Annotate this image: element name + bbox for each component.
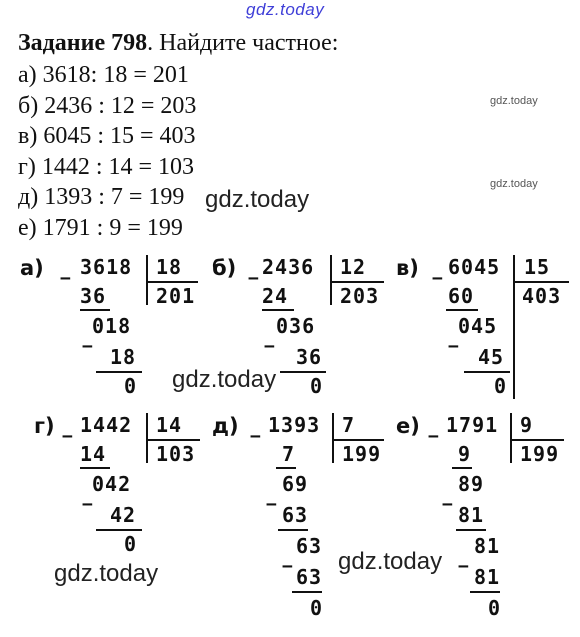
division-bracket bbox=[513, 255, 515, 399]
quotient-line bbox=[513, 281, 569, 283]
step-underline bbox=[470, 591, 500, 593]
minus-sign: − bbox=[458, 556, 469, 577]
minus-sign: − bbox=[266, 494, 277, 515]
minus-sign: − bbox=[282, 556, 293, 577]
step-underline bbox=[96, 529, 142, 531]
step-underline bbox=[276, 467, 296, 469]
step-underline bbox=[80, 309, 110, 311]
dividend: 3618 bbox=[80, 255, 133, 279]
quotient: 203 bbox=[340, 284, 380, 308]
quotient-line bbox=[332, 439, 384, 441]
quotient-line bbox=[146, 281, 198, 283]
quotient: 199 bbox=[342, 442, 382, 466]
step-underline bbox=[278, 529, 308, 531]
step: 81 bbox=[474, 565, 501, 589]
division-label: в) bbox=[396, 256, 419, 280]
minus-sign: − bbox=[442, 494, 453, 515]
dividend: 1393 bbox=[268, 413, 321, 437]
step-underline bbox=[280, 371, 326, 373]
task-number: Задание 798 bbox=[18, 30, 148, 56]
step: 036 bbox=[276, 314, 316, 338]
step: 9 bbox=[458, 442, 472, 466]
minus-sign: − bbox=[432, 268, 443, 289]
step: 24 bbox=[262, 284, 289, 308]
divisor: 15 bbox=[524, 255, 551, 279]
step: 63 bbox=[296, 565, 323, 589]
watermark-small: gdz.today bbox=[490, 178, 538, 190]
step-underline bbox=[464, 371, 510, 373]
minus-sign: − bbox=[248, 268, 259, 289]
step-underline bbox=[456, 529, 486, 531]
answer-line: б) 2436 : 12 = 203 bbox=[18, 92, 197, 119]
division-bracket bbox=[510, 413, 512, 463]
step-underline bbox=[446, 309, 478, 311]
step-underline bbox=[292, 591, 322, 593]
step: 0 bbox=[124, 374, 138, 398]
step: 14 bbox=[80, 442, 107, 466]
quotient-line bbox=[510, 439, 564, 441]
divisor: 18 bbox=[156, 255, 183, 279]
watermark-top: gdz.today bbox=[246, 0, 325, 19]
step: 0 bbox=[124, 532, 138, 556]
division-label: г) bbox=[34, 414, 55, 438]
step: 042 bbox=[92, 472, 132, 496]
quotient: 199 bbox=[520, 442, 560, 466]
minus-sign: − bbox=[62, 426, 73, 447]
watermark-big: gdz.today bbox=[205, 186, 310, 213]
step: 42 bbox=[110, 503, 137, 527]
minus-sign: − bbox=[428, 426, 439, 447]
step: 60 bbox=[448, 284, 475, 308]
division-label: д) bbox=[212, 414, 239, 438]
task-instruction: . Найдите частное: bbox=[147, 30, 339, 56]
step: 0 bbox=[310, 374, 324, 398]
step: 36 bbox=[80, 284, 107, 308]
dividend: 6045 bbox=[448, 255, 501, 279]
step: 63 bbox=[296, 534, 323, 558]
minus-sign: − bbox=[448, 336, 459, 357]
watermark-big: gdz.today bbox=[172, 366, 277, 393]
watermark-small: gdz.today bbox=[490, 95, 538, 107]
quotient-line bbox=[146, 439, 200, 441]
step: 0 bbox=[310, 596, 324, 620]
minus-sign: − bbox=[264, 336, 275, 357]
minus-sign: − bbox=[82, 494, 93, 515]
answer-line: д) 1393 : 7 = 199 bbox=[18, 184, 185, 210]
step: 45 bbox=[478, 345, 505, 369]
answer-line: г) 1442 : 14 = 103 bbox=[18, 153, 195, 180]
answer-line: в) 6045 : 15 = 403 bbox=[18, 123, 196, 149]
step: 045 bbox=[458, 314, 498, 338]
division-label: а) bbox=[20, 256, 44, 280]
division-bracket bbox=[332, 413, 334, 463]
step: 36 bbox=[296, 345, 323, 369]
answer-list bbox=[18, 60, 196, 243]
divisor: 14 bbox=[156, 413, 183, 437]
task-title bbox=[18, 28, 338, 58]
dividend: 1791 bbox=[446, 413, 499, 437]
quotient: 403 bbox=[522, 284, 562, 308]
step: 81 bbox=[458, 503, 485, 527]
division-bracket bbox=[330, 255, 332, 305]
step-underline bbox=[262, 309, 294, 311]
step: 0 bbox=[488, 596, 502, 620]
step: 18 bbox=[110, 345, 137, 369]
watermark-big: gdz.today bbox=[338, 548, 443, 575]
divisor: 9 bbox=[520, 413, 534, 437]
minus-sign: − bbox=[60, 268, 71, 289]
answer-line: е) 1791 : 9 = 199 bbox=[18, 214, 183, 241]
step: 89 bbox=[458, 472, 485, 496]
step: 63 bbox=[282, 503, 309, 527]
dividend: 2436 bbox=[262, 255, 315, 279]
minus-sign: − bbox=[82, 336, 93, 357]
dividend: 1442 bbox=[80, 413, 133, 437]
divisor: 7 bbox=[342, 413, 356, 437]
step: 81 bbox=[474, 534, 501, 558]
answer-line: а) 3618: 18 = 201 bbox=[18, 62, 189, 88]
quotient: 103 bbox=[156, 442, 196, 466]
quotient-line bbox=[330, 281, 384, 283]
step: 018 bbox=[92, 314, 132, 338]
divisor: 12 bbox=[340, 255, 367, 279]
step: 7 bbox=[282, 442, 296, 466]
quotient: 201 bbox=[156, 284, 196, 308]
minus-sign: − bbox=[250, 426, 261, 447]
step-underline bbox=[96, 371, 142, 373]
step-underline bbox=[80, 467, 110, 469]
division-label: б) bbox=[212, 256, 237, 280]
step: 69 bbox=[282, 472, 309, 496]
division-label: е) bbox=[396, 414, 420, 438]
division-bracket bbox=[146, 413, 148, 463]
watermark-big: gdz.today bbox=[54, 560, 159, 587]
division-bracket bbox=[146, 255, 148, 305]
step: 0 bbox=[494, 374, 508, 398]
step-underline bbox=[452, 467, 472, 469]
